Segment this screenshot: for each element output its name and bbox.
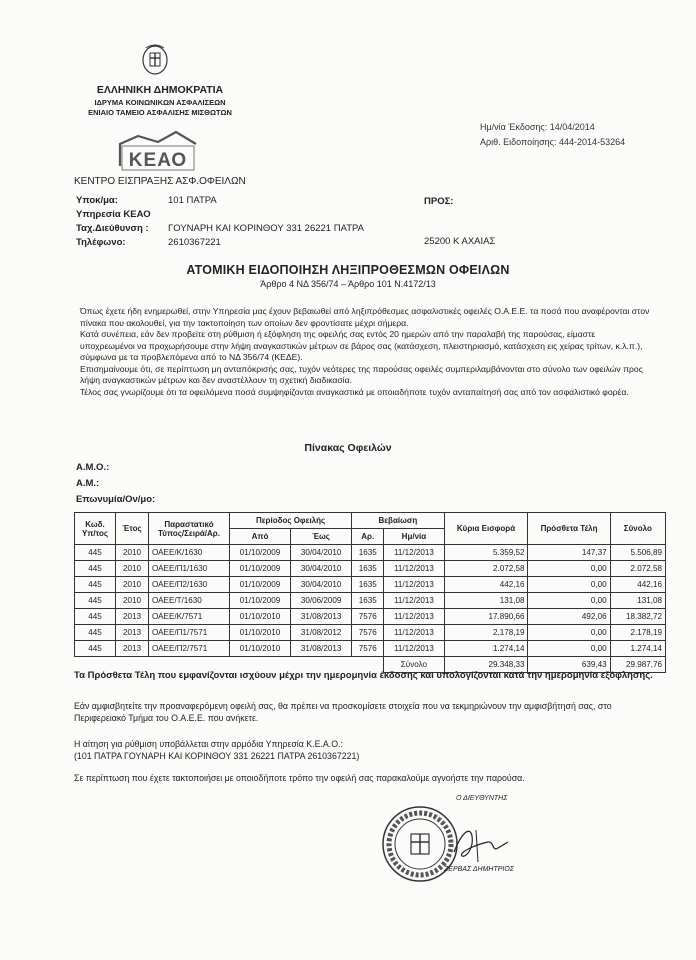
notice-number-label: Αριθ. Ειδοποίησης: <box>480 137 557 147</box>
cell-from: 01/10/2010 <box>230 641 291 657</box>
cell-ar: 7576 <box>352 609 384 625</box>
cell-total: 2.072,58 <box>610 561 665 577</box>
cell-extra: 0,00 <box>528 561 610 577</box>
cell-main: 442,16 <box>444 577 528 593</box>
service-label: Υπηρεσία ΚΕΑΟ <box>76 209 151 220</box>
cell-to: 31/08/2013 <box>291 641 352 657</box>
cell-main: 17.890,66 <box>444 609 528 625</box>
cell-code: 445 <box>75 609 116 625</box>
cell-year: 2013 <box>116 641 149 657</box>
cell-code: 445 <box>75 593 116 609</box>
issue-date-label: Ημ/νία Έκδοσης: <box>480 122 548 132</box>
col-extra: Πρόσθετα Τέλη <box>528 513 610 545</box>
recipient-postal: 25200 Κ ΑΧΑΙΑΣ <box>424 236 496 247</box>
cell-date: 11/12/2013 <box>384 609 444 625</box>
document-title: ΑΤΟΜΙΚΗ ΕΙΔΟΠΟΙΗΣΗ ΛΗΞΙΠΡΟΘΕΣΜΩΝ ΟΦΕΙΛΩΝ <box>186 263 510 277</box>
col-code: Κωδ. Υπ/τος <box>75 513 116 545</box>
cell-doc: ΟΑΕΕ/Π1/1630 <box>149 561 230 577</box>
cell-code: 445 <box>75 641 116 657</box>
cell-code: 445 <box>75 545 116 561</box>
cell-extra: 0,00 <box>528 593 610 609</box>
total-label: Σύνολο <box>384 657 444 673</box>
table-row <box>75 593 666 609</box>
cell-from: 01/10/2009 <box>230 577 291 593</box>
col-date: Ημ/νία <box>384 529 444 545</box>
col-cert: Βεβαίωση <box>352 513 444 529</box>
table-row <box>75 545 666 561</box>
phone-label: Τηλέφωνο: <box>76 237 126 248</box>
cell-to: 30/04/2010 <box>291 561 352 577</box>
keao-logo <box>118 128 198 172</box>
document-subtitle: Άρθρο 4 ΝΔ 356/74 – Άρθρο 101 Ν.4172/13 <box>260 279 436 289</box>
cell-ar: 7576 <box>352 625 384 641</box>
cell-from: 01/10/2010 <box>230 625 291 641</box>
address-label: Ταχ.Διεύθυνση : <box>76 223 149 234</box>
issue-info <box>480 120 625 150</box>
cell-doc: ΟΑΕΕ/Π2/7571 <box>149 641 230 657</box>
cell-total: 2.178,19 <box>610 625 665 641</box>
cell-extra: 492,06 <box>528 609 610 625</box>
header-country: ΕΛΛΗΝΙΚΗ ΔΗΜΟΚΡΑΤΙΑ <box>96 84 224 96</box>
cell-from: 01/10/2009 <box>230 561 291 577</box>
notice-number-value: 444-2014-53264 <box>559 137 626 147</box>
col-doc: Παραστατικό Τύπος/Σειρά/Αρ. <box>149 513 230 545</box>
cell-from: 01/10/2009 <box>230 593 291 609</box>
cell-date: 11/12/2013 <box>384 545 444 561</box>
table-row <box>75 609 666 625</box>
cell-doc: ΟΑΕΕ/Κ/1630 <box>149 545 230 561</box>
cell-date: 11/12/2013 <box>384 593 444 609</box>
col-main: Κύρια Εισφορά <box>444 513 528 545</box>
center-name: ΚΕΝΤΡΟ ΕΙΣΠΡΑΞΗΣ ΑΣΦ.ΟΦΕΙΛΩΝ <box>74 176 246 187</box>
cell-code: 445 <box>75 577 116 593</box>
cell-doc: ΟΑΕΕ/Π2/1630 <box>149 577 230 593</box>
cell-extra: 0,00 <box>528 577 610 593</box>
cell-date: 11/12/2013 <box>384 577 444 593</box>
cell-extra: 0,00 <box>528 641 610 657</box>
header-org: ΙΔΡΥΜΑ ΚΟΙΝΩΝΙΚΩΝ ΑΣΦΑΛΙΣΕΩΝ ΕΝΙΑΙΟ ΤΑΜΕΙΟ ΑΣΦΑΛΙΣΗΣ ΜΙΣΘΩΤΩΝ <box>88 98 232 117</box>
col-total: Σύνολο <box>610 513 665 545</box>
cell-from: 01/10/2010 <box>230 609 291 625</box>
body-paragraph: Κατά συνέπεια, εάν δεν προβείτε στη ρύθμιση ή εξόφληση της οφειλής σας εντός 20 ημερών από την παραλαβή της παρούσας, είμαστε υποχρεωμένοι να προχωρήσουμε στην λήψη αναγκαστικών μέτρων σε βάρος σας (κατάσχεση, πλειστηριασμό, κατάσχεση εις χείρας τρίτων, κ.λ.π.), σύμφωνα με τα προβλεπόμενα από το ΝΔ 356/74 (ΚΕΔΕ). <box>80 329 643 362</box>
cell-total: 442,16 <box>610 577 665 593</box>
cell-total: 5.506,89 <box>610 545 665 561</box>
debts-table <box>74 512 666 673</box>
svg-text:ΚΕΑΟ: ΚΕΑΟ <box>128 150 188 171</box>
col-ar: Αρ. <box>352 529 384 545</box>
body-paragraph: Τέλος σας γνωρίζουμε ότι τα οφειλόμενα ποσά συμψηφίζονται αναγκαστικά με οποιαδήποτε τυχόν ανταπαίτησή σας από τον ασφαλιστικό φορέα. <box>80 386 629 397</box>
table-row <box>75 641 666 657</box>
cell-total: 18.382,72 <box>610 609 665 625</box>
signature-mark <box>448 822 512 866</box>
cell-doc: ΟΑΕΕ/Κ/7571 <box>149 609 230 625</box>
address-value: ΓΟΥΝΑΡΗ ΚΑΙ ΚΟΡΙΝΘΟΥ 331 26221 ΠΑΤΡΑ <box>168 223 364 234</box>
body-text <box>80 306 650 398</box>
branch-label: Υποκ/μα: <box>76 195 118 206</box>
cell-ar: 1635 <box>352 593 384 609</box>
cell-to: 30/06/2009 <box>291 593 352 609</box>
cell-main: 131,08 <box>444 593 528 609</box>
debtor-fields <box>76 460 155 508</box>
table-row <box>75 577 666 593</box>
cell-year: 2010 <box>116 577 149 593</box>
ignore-paragraph: Σε περίπτωση που έχετε τακτοποιήσει με οποιοδήποτε τρόπο την οφειλή σας παρακαλούμε αγνοήστε την παρούσα. <box>74 773 525 783</box>
am-field: Α.Μ.: <box>76 478 100 489</box>
cell-main: 2.072,58 <box>444 561 528 577</box>
phone-value: 2610367221 <box>168 237 221 248</box>
col-from: Από <box>230 529 291 545</box>
recipient-label: ΠΡΟΣ: <box>424 196 454 207</box>
cell-main: 2.178,19 <box>444 625 528 641</box>
body-paragraph: Όπως έχετε ήδη ενημερωθεί, στην Υπηρεσία μας έχουν βεβαιωθεί από ληξιπρόθεσμες ασφαλιστικές οφειλές Ο.Α.Ε.Ε. τα ποσά που αναφέρονται στον πίνακα που ακολουθεί, για την τακτοποίηση των οποίων δεν φροντίσατε μέχρι σήμερα. <box>80 306 650 328</box>
amo-field: Α.Μ.Ο.: <box>76 462 110 473</box>
total-main: 29.348,33 <box>444 657 528 673</box>
cell-ar: 7576 <box>352 641 384 657</box>
cell-ar: 1635 <box>352 577 384 593</box>
cell-from: 01/10/2009 <box>230 545 291 561</box>
signatory-role: Ο ΔΙΕΥΘΥΝΤΗΣ <box>456 795 508 802</box>
cell-year: 2010 <box>116 545 149 561</box>
cell-code: 445 <box>75 625 116 641</box>
cell-total: 131,08 <box>610 593 665 609</box>
extra-fees-note: Τα Πρόσθετα Τέλη που εμφανίζονται ισχύουν μέχρι την ημερομηνία έκδοσης και υπολογίζονται κατά την ημερομηνία εξόφλησης. <box>74 670 653 681</box>
total-extra: 639,43 <box>528 657 610 673</box>
cell-code: 445 <box>75 561 116 577</box>
cell-main: 1.274,14 <box>444 641 528 657</box>
cell-year: 2013 <box>116 609 149 625</box>
cell-to: 30/04/2010 <box>291 545 352 561</box>
cell-date: 11/12/2013 <box>384 625 444 641</box>
settlement-paragraph: Η αίτηση για ρύθμιση υποβάλλεται στην αρμόδια Υπηρεσία Κ.Ε.Α.Ο.: (101 ΠΑΤΡΑ ΓΟΥΝΑΡΗ ΚΑΙ ΚΟΡΙΝΘΟΥ 331 26221 ΠΑΤΡΑ 2610367221) <box>74 739 360 761</box>
col-period: Περίοδος Οφειλής <box>230 513 352 529</box>
cell-doc: ΟΑΕΕ/Τ/1630 <box>149 593 230 609</box>
cell-year: 2013 <box>116 625 149 641</box>
cell-ar: 1635 <box>352 545 384 561</box>
col-year: Έτος <box>116 513 149 545</box>
cell-year: 2010 <box>116 561 149 577</box>
cell-year: 2010 <box>116 593 149 609</box>
sender-info <box>76 194 364 250</box>
cell-extra: 0,00 <box>528 625 610 641</box>
name-field: Επωνυμία/Ον/μο: <box>76 494 156 505</box>
cell-to: 30/04/2010 <box>291 577 352 593</box>
dispute-paragraph: Εάν αμφισβητείτε την προαναφερόμενη οφειλή σας, θα πρέπει να προσκομίσετε στοιχεία που να τεκμηριώνουν την αμφισβήτησή σας, στο Περιφερειακό Τμήμα του Ο.Α.Ε.Ε. που ανήκετε. <box>74 701 612 723</box>
cell-to: 31/08/2012 <box>291 625 352 641</box>
cell-total: 1.274,14 <box>610 641 665 657</box>
body-paragraph: Επισημαίνουμε ότι, σε περίπτωση μη ανταπόκρισής σας, τυχόν νεότερες της παρούσας οφειλές συμπεριλαμβάνονται στο σύνολο των οφειλών προς λήψη αναγκαστικών μέτρων και δεν αναστέλλουν τη σχετική διαδικασία. <box>80 363 643 385</box>
cell-extra: 147,37 <box>528 545 610 561</box>
signatory-name: ΖΕΡΒΑΣ ΔΗΜΗΤΡΙΟΣ <box>444 866 515 873</box>
table-row <box>75 625 666 641</box>
greek-emblem-icon <box>140 42 170 76</box>
cell-ar: 1635 <box>352 561 384 577</box>
branch-value: 101 ΠΑΤΡΑ <box>168 195 217 206</box>
cell-date: 11/12/2013 <box>384 561 444 577</box>
cell-doc: ΟΑΕΕ/Π1/7571 <box>149 625 230 641</box>
cell-date: 11/12/2013 <box>384 641 444 657</box>
table-row <box>75 561 666 577</box>
col-to: Έως <box>291 529 352 545</box>
cell-to: 31/08/2013 <box>291 609 352 625</box>
total-total: 29.987,76 <box>610 657 665 673</box>
table-title: Πίνακας Οφειλών <box>304 442 392 454</box>
issue-date-value: 14/04/2014 <box>549 122 595 132</box>
cell-main: 5.359,52 <box>444 545 528 561</box>
